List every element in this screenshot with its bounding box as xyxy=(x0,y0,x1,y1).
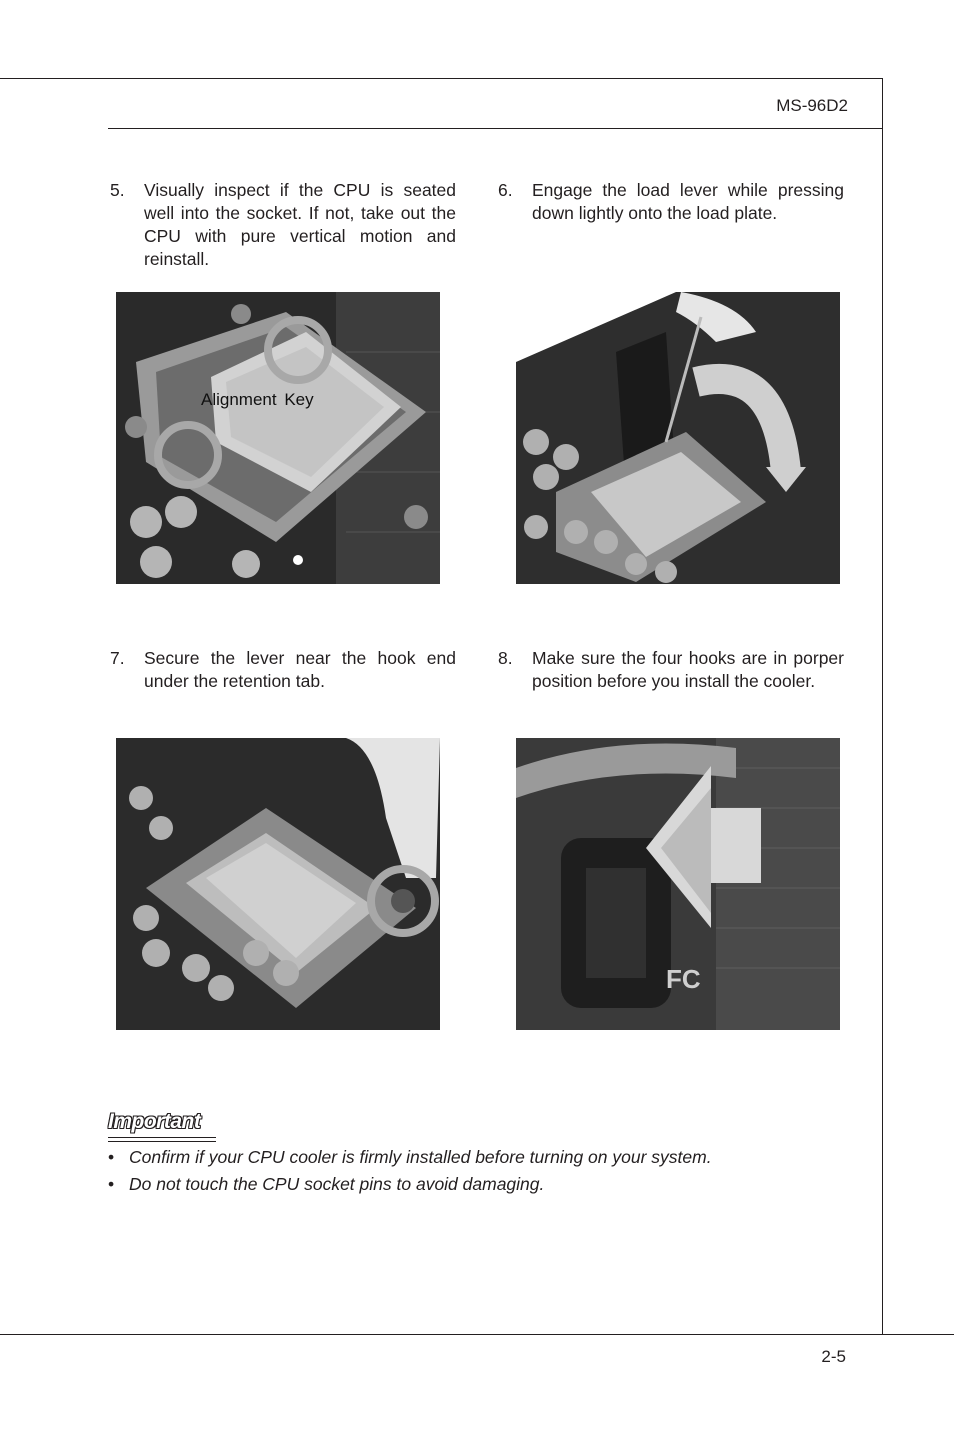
header-rule xyxy=(108,128,883,129)
bottom-rule xyxy=(0,1334,954,1335)
step-text: Visually inspect if the CPU is seated well into the socket. If not, take out the CPU with pure vertical motion and reinstall. xyxy=(144,180,456,269)
load-lever-photo xyxy=(516,292,840,584)
step-number: 7. xyxy=(110,648,125,668)
step-number: 5. xyxy=(110,180,125,200)
step-text: Secure the lever near the hook end under the retention tab. xyxy=(144,648,456,691)
heading-underline xyxy=(108,1141,216,1142)
heading-underline xyxy=(108,1137,216,1138)
important-heading: Important xyxy=(108,1110,201,1133)
page-number: 2-5 xyxy=(821,1347,846,1366)
bullet: • xyxy=(108,1147,115,1167)
note-text: Do not touch the CPU socket pins to avoid damaging. xyxy=(129,1174,545,1194)
svg-text:FC: FC xyxy=(666,964,701,994)
alignment-key-label: Alignment Key xyxy=(201,390,314,409)
right-margin-rule xyxy=(882,78,883,1335)
bullet: • xyxy=(108,1174,115,1194)
model-number: MS-96D2 xyxy=(776,96,848,115)
step-text: Make sure the four hooks are in porper position before you install the cooler. xyxy=(532,648,844,691)
top-rule xyxy=(0,78,883,79)
note-text: Confirm if your CPU cooler is firmly installed before turning on your system. xyxy=(129,1147,712,1167)
retention-tab-photo xyxy=(116,738,440,1030)
cooler-hooks-photo xyxy=(516,738,840,1030)
cpu-socket-photo xyxy=(116,292,440,584)
step-number: 6. xyxy=(498,180,513,200)
step-number: 8. xyxy=(498,648,513,668)
step-text: Engage the load lever while pressing down lightly onto the load plate. xyxy=(532,180,844,223)
